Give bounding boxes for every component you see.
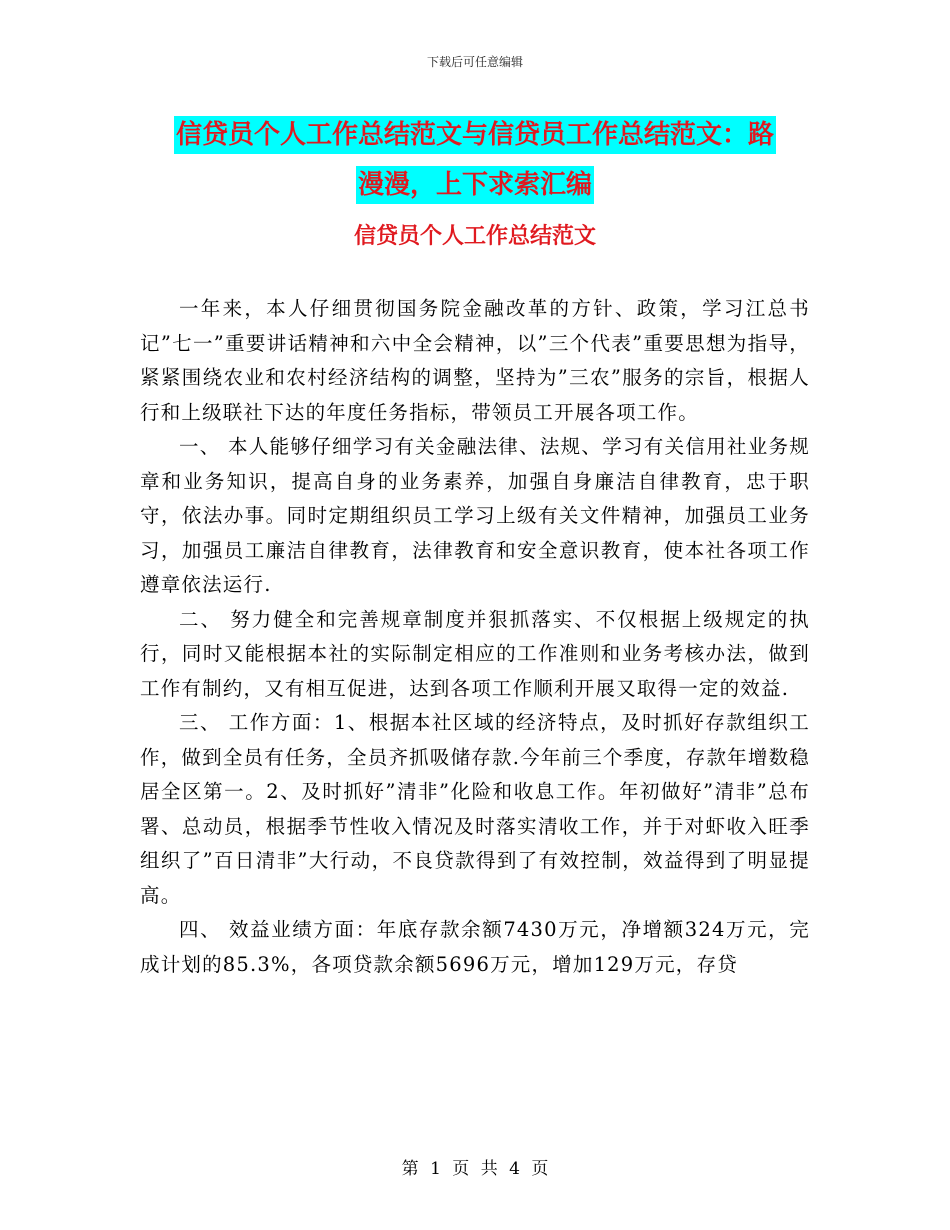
- header-note: 下载后可任意编辑: [426, 55, 523, 69]
- paragraph-intro: 一年来，本人仔细贯彻国务院金融改革的方针、政策，学习江总书记”七一”重要讲话精神和六中全会精神，以”三个代表”重要思想为指导，紧紧围绕农业和农村经济结构的调整，坚持为”三农”服务的宗旨，根据人行和上级联社下达的年度任务指标，带领员工开展各项工作。: [140, 297, 810, 424]
- title-line-2: 漫漫，上下求索汇编: [356, 166, 594, 204]
- page-number-footer: 第 1 页 共 4 页: [401, 1159, 549, 1179]
- title-line-1: 信贷员个人工作总结范文与信贷员工作总结范文：路: [174, 116, 776, 154]
- paragraph-2: 二、 努力健全和完善规章制度并狠抓落实、不仅根据上级规定的执行，同时又能根据本社的实际制定相应的工作准则和业务考核办法，做到工作有制约，又有相互促进，达到各项工作顺利开展又取得一定的效益.: [140, 607, 810, 700]
- paragraph-4: 四、 效益业绩方面：年底存款余额7430万元，净增额324万元，完成计划的85.3%，各项贷款余额5696万元，增加129万元，存贷: [140, 918, 810, 976]
- body-text: [140, 292, 810, 982]
- section-heading: 信贷员个人工作总结范文: [353, 224, 596, 249]
- document-title: [140, 110, 810, 210]
- paragraph-1: 一、 本人能够仔细学习有关金融法律、法规、学习有关信用社业务规章和业务知识，提高自身的业务素养，加强自身廉洁自律教育，忠于职守，依法办事。同时定期组织员工学习上级有关文件精神，加强员工业务习，加强员工廉洁自律教育，法律教育和安全意识教育，使本社各项工作遵章依法运行.: [140, 435, 810, 596]
- paragraph-3: 三、 工作方面：1、根据本社区域的经济特点，及时抓好存款组织工作，做到全员有任务，全员齐抓吸储存款.今年前三个季度，存款年增数稳居全区第一。2、及时抓好”清非”化险和收息工作。年初做好”清非”总布署、总动员，根据季节性收入情况及时落实清收工作，并于对虾收入旺季组织了”百日清非”大行动，不良贷款得到了有效控制，效益得到了明显提高。: [140, 711, 810, 907]
